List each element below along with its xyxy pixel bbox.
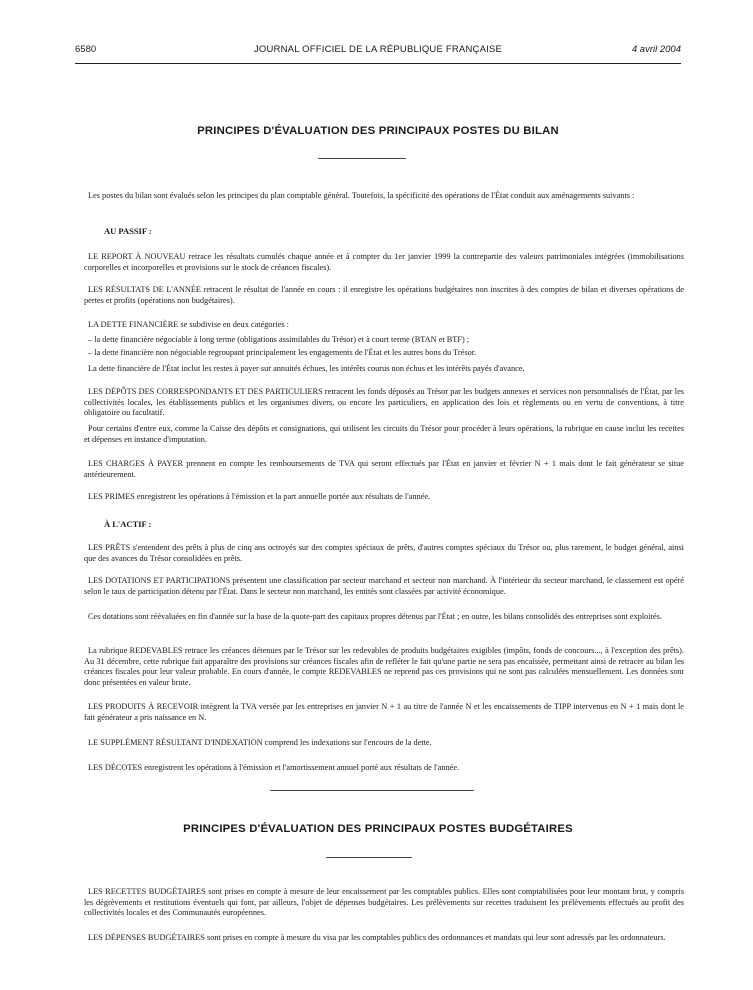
title-divider-2 (326, 857, 412, 858)
dette-item-2: – la dette financière non négociable regroupant principalement les engagements de l'État et les autres bons du Trésor. (88, 348, 477, 357)
supplement-paragraph (84, 738, 684, 749)
depenses-text: sont prises en compte à mesure du visa par les comptables publics des ordonnances et mandats qui leur sont adressés par les ordonnateurs. (204, 933, 666, 942)
header-rule (75, 63, 681, 64)
decotes-paragraph (84, 763, 684, 774)
section-title-bilan: PRINCIPES D'ÉVALUATION DES PRINCIPAUX POSTES DU BILAN (197, 125, 559, 137)
produits-paragraph (84, 702, 684, 723)
dette-note: La dette financière de l'État inclut les restes à payer sur annuités échues, les intérêts courus non échus et les intérêts payés d'avance. (88, 364, 525, 373)
journal-title: JOURNAL OFFICIEL DE LA RÉPUBLIQUE FRANÇAISE (253, 44, 503, 55)
redevables-paragraph: La rubrique REDEVABLES retrace les créances détenues par le Trésor sur les redevables de produits budgétaires exigibles (impôts, fonds de concours..., à l'exception des prêts). Au 31 décembre, cette rubrique fait apparaître des provisions sur créances fiscales afin de refléter le fait qu'une partie ne sera pas encaissée, permettant ainsi de retracer au bilan les créances fiscales pour leur valeur probable. En cours d'année, le compte REDEVABLES ne reprend pas ces provisions qui ne sont pas calculées mensuellement. Les données sont donc présentées en valeur brute. (84, 646, 684, 687)
section-title-budgetaires: PRINCIPES D'ÉVALUATION DES PRINCIPAUX POSTES BUDGÉTAIRES (183, 823, 573, 835)
report-lead: LE REPORT À NOUVEAU (88, 252, 186, 261)
charges-text: prennent en compte les remboursements de TVA qui seront effectués par l'État en janvier et février N + 1 mais dont le fait générateur se situe antérieurement. (84, 459, 684, 479)
recettes-lead: LES RECETTES BUDGÉTAIRES (88, 887, 206, 896)
depots-lead: LES DÉPÔTS DES CORRESPONDANTS ET DES PARTICULIERS (88, 387, 323, 396)
recettes-text: sont prises en compte à mesure de leur encaissement par les comptables publics. Elles sont comptabilisées pour leur montant brut, y compris les dégrèvements et restitutions éventuels qui font, par ailleurs, l'objet de dépenses budgétaires. Les prélèvements sur recettes traduisent les prélèvements effectués au profit des collectivités locales et des Communautés européennes. (84, 887, 684, 917)
depots-paragraph (84, 387, 684, 419)
page-header (75, 44, 681, 58)
charges-lead: LES CHARGES À PAYER (88, 459, 183, 468)
supplement-lead: LE SUPPLÉMENT RÉSULTANT D'INDEXATION (88, 738, 263, 747)
prets-text: s'entendent des prêts à plus de cinq ans octroyés sur des comptes spéciaux de prêts, d'autres comptes spéciaux du Trésor ou, plus rarement, le budget général, ainsi que des avances du Trésor consolidées en prêts. (84, 543, 684, 563)
depenses-lead: LES DÉPENSES BUDGÉTAIRES (88, 933, 205, 942)
section-divider (270, 790, 474, 791)
depenses-paragraph (84, 933, 684, 944)
decotes-lead: LES DÉCOTES (88, 763, 143, 772)
produits-lead: LES PRODUITS À RECEVOIR (88, 702, 199, 711)
resultats-paragraph (84, 285, 684, 306)
decotes-text: enregistrent les opérations à l'émission et l'amortissement annuel porté aux résultats de l'année. (142, 763, 460, 772)
issue-date: 4 avril 2004 (631, 44, 681, 55)
resultats-text: retracent le résultat de l'année en cours : il enregistre les opérations budgétaires non inscrites à des comptes de bilan et diverses opérations de pertes et profits (opérations non budgétaires). (84, 285, 684, 305)
dotations-lead: LES DOTATIONS ET PARTICIPATIONS (88, 576, 231, 585)
supplement-text: comprend les indexations sur l'encours de la dette. (262, 738, 432, 747)
dotations-text: présentent une classification par secteur marchand et secteur non marchand. À l'intérieur du secteur marchand, le classement est opéré selon le taux de participation détenu par l'État. Dans le secteur non marchand, les entités sont classées par activité économique. (84, 576, 684, 596)
dotations-paragraph (84, 576, 684, 597)
dette-text: se subdivise en deux catégories : (178, 320, 289, 329)
passif-heading: AU PASSIF : (104, 226, 152, 236)
page-number: 6580 (75, 44, 97, 55)
prets-paragraph (84, 543, 684, 564)
actif-heading: À L'ACTIF : (104, 519, 152, 529)
dette-paragraph (84, 320, 684, 331)
primes-lead: LES PRIMES (88, 492, 135, 501)
dette-item-1: – la dette financière négociable à long terme (obligations assimilables du Trésor) et à court terme (BTAN et BTF) ; (88, 335, 470, 344)
prets-lead: LES PRÊTS (88, 543, 131, 552)
depots-text: retracent les fonds déposés au Trésor par les budgets annexes et services non personnalisés de l'État, par les collectivités locales, les établissements publics et les organismes divers, ou encore les particuliers, en application des lois et règlements ou en vertu de conventions, à titre obligatoire ou facultatif. (84, 387, 684, 417)
recettes-paragraph (84, 887, 684, 919)
intro-paragraph: Les postes du bilan sont évalués selon les principes du plan comptable général. Toutefois, la spécificité des opérations de l'État conduit aux aménagements suivants : (88, 191, 635, 200)
report-paragraph (84, 252, 684, 273)
charges-paragraph (84, 459, 684, 480)
dotations-note: Ces dotations sont réévaluées en fin d'année sur la base de la quote-part des capitaux propres détenus par l'État ; en outre, les bilans consolidés des entreprises sont exploités. (88, 612, 662, 621)
produits-text: intègrent la TVA versée par les entreprises en janvier N + 1 au titre de l'année N et les encaissements de TIPP intervenus en N + 1 mais dont le fait générateur a pris naissance en N. (84, 702, 684, 722)
title-divider (318, 158, 406, 159)
report-text: retrace les résultats cumulés chaque année et à compter du 1er janvier 1999 la contrepartie des valeurs patrimoniales intégrées (immobilisations corporelles et incorporelles et provisions sur le stock de créances fiscales). (84, 252, 684, 272)
resultats-lead: LES RÉSULTATS DE L'ANNÉE (88, 285, 201, 294)
primes-paragraph (84, 492, 684, 503)
dette-lead: LA DETTE FINANCIÈRE (88, 320, 179, 329)
primes-text: enregistrent les opérations à l'émission et la part annuelle portée aux résultats de l'année. (134, 492, 431, 501)
depots-note: Pour certains d'entre eux, comme la Caisse des dépôts et consignations, qui utilisent les circuits du Trésor pour procéder à leurs opérations, la rubrique en cause inclut les recettes et dépenses en instance d'imputation. (84, 424, 684, 444)
